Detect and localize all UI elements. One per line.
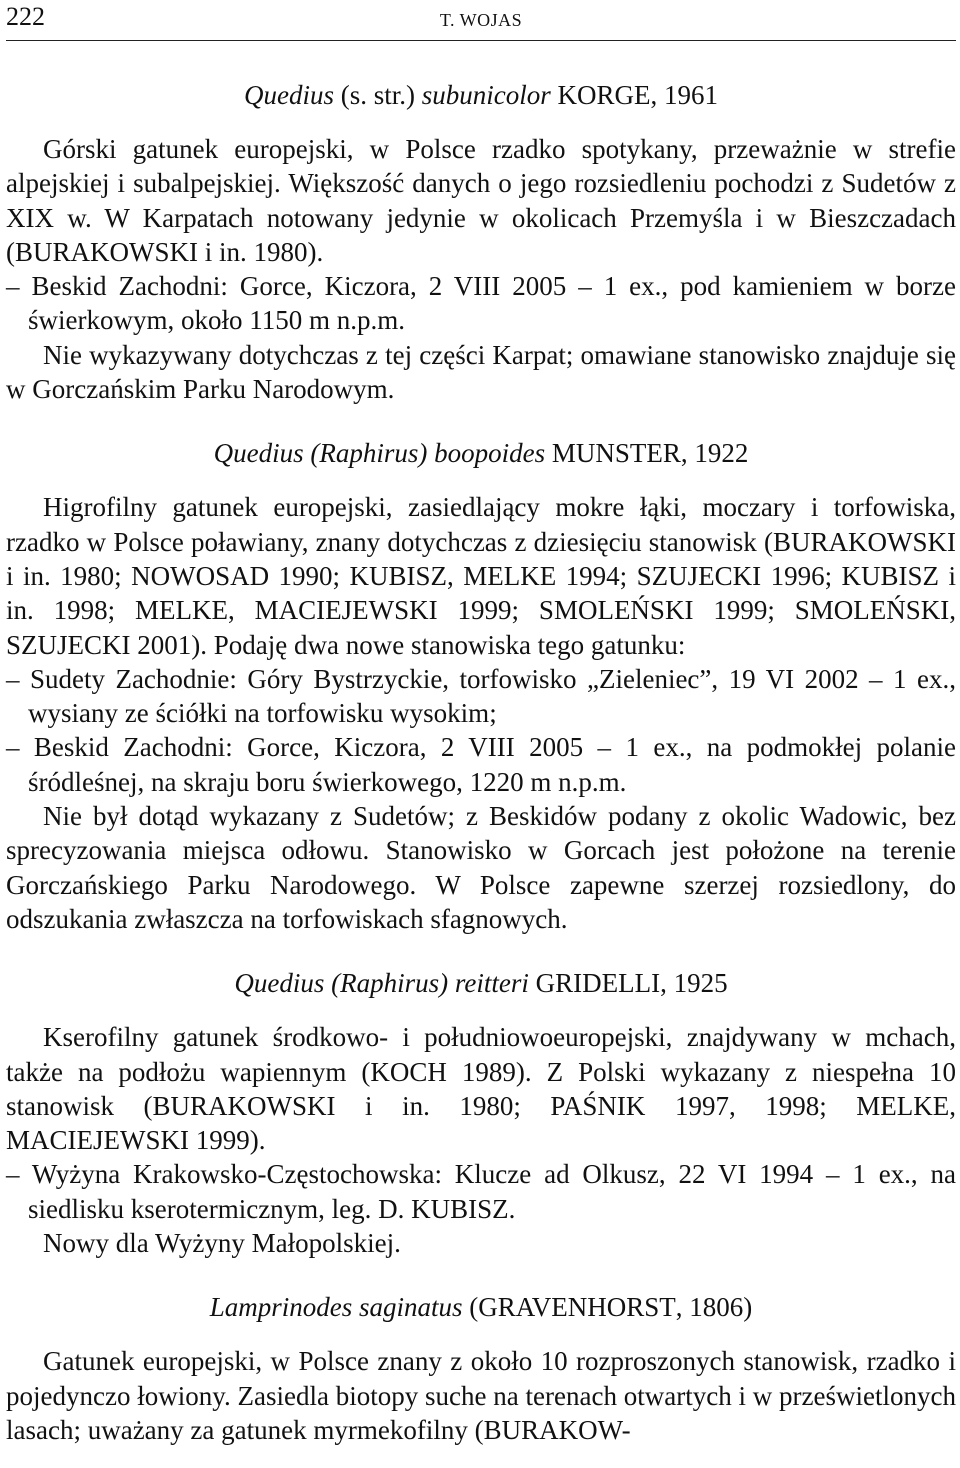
year: , 1961 xyxy=(650,80,718,110)
entry-title xyxy=(6,78,956,112)
genus-name: Lamprinodes xyxy=(209,1292,353,1323)
page-number: 222 xyxy=(6,2,45,31)
body-paragraph: Nie był dotąd wykazany z Sudetów; z Beskidów podany z okolic Wadowic, bez sprecyzowania miejsca odłowu. Stanowisko w Gorcach jest położone na terenie Gorczańskiego Parku Narodowego. W Polsce zapewne szerzej rozsiedlony, do odszukania zwłaszcza na torfowiskach sfagnowych. xyxy=(6,801,956,934)
author-name: (GRAVENHORST xyxy=(462,1292,676,1323)
body-paragraph: Górski gatunek europejski, w Polsce rzadko spotykany, przeważnie w strefie alpejskiej i subalpejskiej. Większość danych o jego rozsiedleniu pochodzi z Sudetów z XIX w. W Karpatach notowany jedynie w okolicach Przemyśla i w Bieszczadach (BURAKOWSKI i in. 1980). xyxy=(6,134,956,267)
species-name: boopoides xyxy=(434,438,546,469)
subgenus-name: (Raphirus) xyxy=(324,968,455,999)
locality-record: – Sudety Zachodnie: Góry Bystrzyckie, torfowisko „Zieleniec”, 19 VI 2002 – 1 ex., wysiany ze ściółki na torfowisku wysokim; xyxy=(6,663,956,729)
entry-title xyxy=(6,966,956,1000)
body-paragraph: Kserofilny gatunek środkowo- i południowoeuropejski, znajdywany w mchach, także na podłożu wapiennym (KOCH 1989). Z Polski wykazany z niespełna 10 stanowisk (BURAKOWSKI i in. 1980; PAŚNIK 1997, 1998; MELKE, MACIEJEWSKI 1999). xyxy=(6,1022,956,1156)
entry-title xyxy=(6,436,956,470)
subgenus-name: (s. str.) xyxy=(333,80,422,110)
locality-record: – Beskid Zachodni: Gorce, Kiczora, 2 VIII 2005 – 1 ex., na podmokłej polanie śródleśnej, na skraju boru świerkowego, 1220 m n.p.m. xyxy=(6,732,956,797)
species-name: subunicolor xyxy=(421,80,551,110)
genus-name: Quedius xyxy=(243,80,334,110)
body-paragraph: Nie wykazywany dotychczas z tej części Karpat; omawiane stanowisko znajduje się w Gorczańskim Parku Narodowym. xyxy=(6,339,956,405)
year: , 1922 xyxy=(680,438,749,469)
author-name: GRIDELLI xyxy=(528,968,661,999)
author-name: KORGE xyxy=(550,80,651,110)
body-paragraph: Nowy dla Wyżyny Małopolskiej. xyxy=(43,1228,401,1259)
body-paragraph: Higrofilny gatunek europejski, zasiedlający mokre łąki, moczary i torfowiska, rzadko w Polsce poławiany, znany dotychczas z dziesięciu stanowisk (BURAKOWSKI i in. 1980; NOWOSAD 1990; KUBISZ, MELKE 1994; SZUJECKI 1996; KUBISZ i in. 1998; MELKE, MACIEJEWSKI 1999; SMOLEŃSKI 1999; SMOLEŃSKI, SZUJECKI 2001). Podaję dwa nowe stanowiska tego gatunku: xyxy=(6,492,956,660)
locality-record: – Wyżyna Krakowsko-Częstochowska: Klucze ad Olkusz, 22 VI 1994 – 1 ex., na siedlisku kserotermicznym, leg. D. KUBISZ. xyxy=(6,1159,956,1224)
subgenus-name xyxy=(352,1292,359,1322)
genus-name: Quedius xyxy=(213,438,304,469)
author-name: MUNSTER xyxy=(545,438,681,469)
entry-title xyxy=(6,1290,956,1324)
running-head xyxy=(6,0,956,41)
body-paragraph: Gatunek europejski, w Polsce znany z około 10 rozproszonych stanowisk, rzadko i pojedynczo łowiony. Zasiedla biotopy suche na terenach otwartych i w prześwietlonych lasach; uważany za gatunek myrmekofilny (BURAKOW- xyxy=(6,1346,956,1445)
running-title: T. WOJAS xyxy=(439,10,523,30)
year: , 1806) xyxy=(675,1292,753,1323)
subgenus-name: (Raphirus) xyxy=(303,438,435,469)
page xyxy=(6,0,956,1447)
genus-name: Quedius xyxy=(234,968,325,999)
locality-record: – Beskid Zachodni: Gorce, Kiczora, 2 VIII 2005 – 1 ex., pod kamieniem w borze świerkowym, około 1150 m n.p.m. xyxy=(6,271,956,336)
year: , 1925 xyxy=(660,968,728,999)
species-name: reitteri xyxy=(454,968,529,999)
species-name: saginatus xyxy=(358,1292,463,1323)
